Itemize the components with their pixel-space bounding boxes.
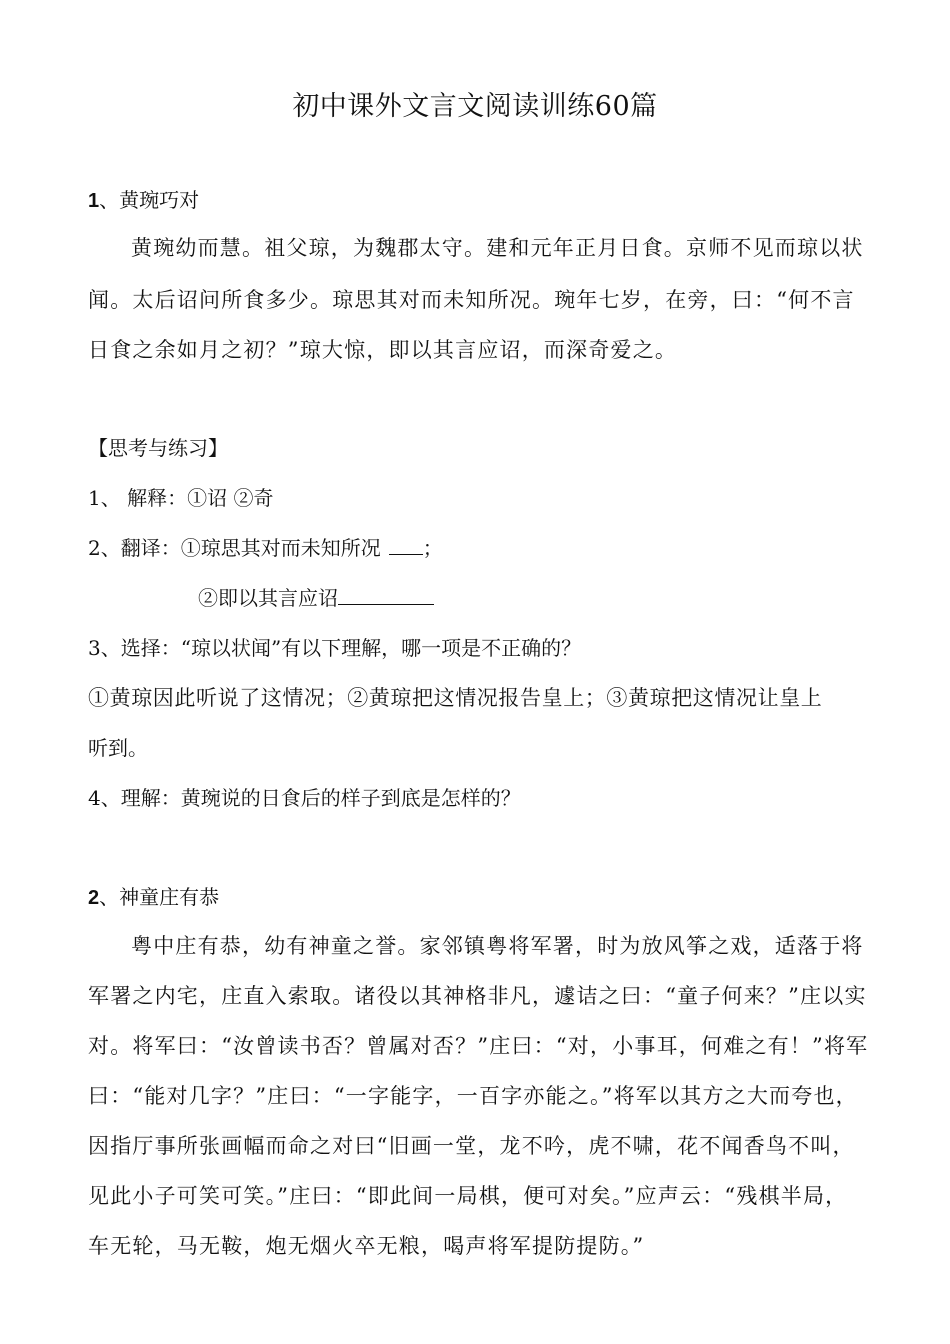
exercise-question-3: 3、选择：“琼以状闻”有以下理解，哪一项是不正确的？ — [88, 636, 582, 660]
section-1-title: 、黄琬巧对 — [99, 188, 200, 212]
question-2b-text: ②即以其言应诏 — [198, 586, 338, 610]
answer-blank-2[interactable] — [338, 603, 434, 605]
exercise-question-1: 1、 解释：①诏 ②奇 — [88, 486, 274, 510]
section-1-number: 1 — [88, 190, 100, 212]
answer-blank-1[interactable] — [389, 553, 423, 555]
section-2-number: 2 — [88, 887, 100, 909]
section-2-title: 、神童庄有恭 — [99, 885, 220, 909]
exercise-question-4: 4、理解：黄琬说的日食后的样子到底是怎样的？ — [88, 786, 521, 810]
section-2-paragraph-line-3: 对。将军曰：“汝曾读书否？曾属对否？”庄曰：“对，小事耳，何难之有！”将军 — [88, 1034, 869, 1058]
exercise-header: 【思考与练习】 — [88, 436, 228, 460]
section-1-paragraph-line-1: 黄琬幼而慧。祖父琼，为魏郡太守。建和元年正月日食。京师不见而琼以状 — [131, 236, 864, 260]
section-2-paragraph-line-1: 粤中庄有恭，幼有神童之誉。家邻镇粤将军署，时为放风筝之戏，适落于将 — [131, 934, 864, 958]
exercise-question-2a — [88, 532, 443, 561]
section-1-heading — [88, 184, 199, 213]
exercise-question-2b — [198, 582, 434, 611]
question-2a-end: ； — [422, 536, 443, 560]
section-2-paragraph-line-2: 军署之内宅，庄直入索取。诸役以其神格非凡，遽诘之曰：“童子何来？”庄以实 — [88, 984, 867, 1008]
section-1-paragraph-line-3: 日食之余如月之初？”琼大惊，即以其言应诏，而深奇爱之。 — [88, 338, 678, 362]
document-title: 初中课外文言文阅读训练60篇 — [292, 91, 658, 122]
exercise-question-3-options: ①黄琼因此听说了这情况；②黄琼把这情况报告皇上；③黄琼把这情况让皇上 — [88, 686, 823, 710]
section-2-paragraph-line-4: 曰：“能对几字？”庄曰：“一字能字，一百字亦能之。”将军以其方之大而夸也， — [88, 1084, 858, 1108]
section-2-paragraph-line-7: 车无轮，马无鞍，炮无烟火卒无粮，喝声将军提防提防。” — [88, 1234, 645, 1258]
section-2-paragraph-line-6: 见此小子可笑可笑。”庄曰：“即此间一局棋，便可对矣。”应声云：“残棋半局， — [88, 1184, 848, 1208]
section-1-paragraph-line-2: 闻。太后诏问所食多少。琼思其对而未知所况。琬年七岁，在旁，曰：“何不言 — [88, 288, 855, 312]
section-2-heading — [88, 881, 219, 910]
section-2-paragraph-line-5: 因指厅事所张画幅而命之对曰“旧画一堂，龙不吟，虎不啸，花不闻香鸟不叫， — [88, 1134, 855, 1158]
exercise-question-3-options-cont: 听到。 — [88, 736, 148, 760]
question-2a-text: 2、翻译：①琼思其对而未知所况 — [88, 536, 381, 560]
